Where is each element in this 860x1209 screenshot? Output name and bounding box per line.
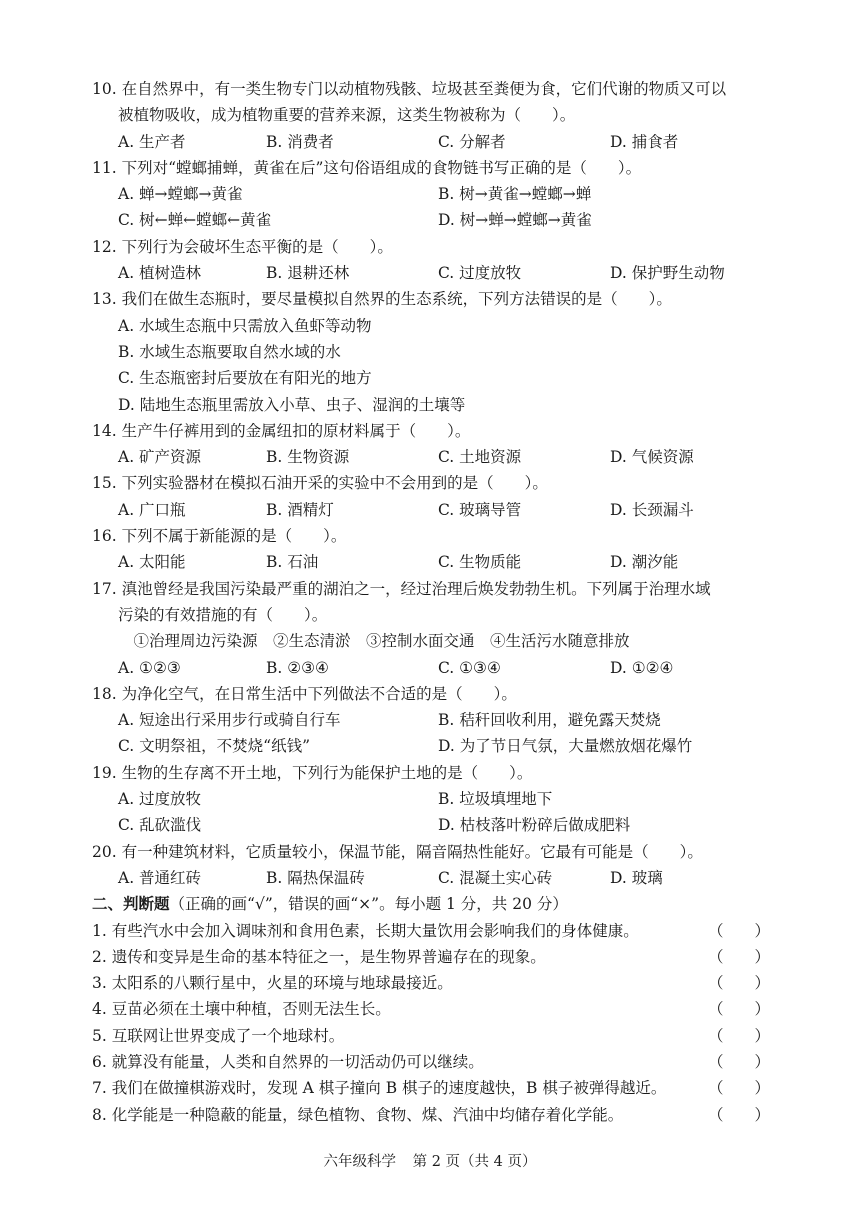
options-row	[92, 812, 772, 838]
question-block	[92, 681, 772, 760]
option: B. 酒精灯	[266, 500, 334, 519]
exam-page	[92, 76, 772, 1128]
answer-blank[interactable]: （ ）	[707, 1052, 770, 1071]
options-row	[92, 444, 772, 470]
question-stem: 12. 下列行为会破坏生态平衡的是（ ）。	[92, 237, 393, 256]
judgement-item	[92, 996, 772, 1022]
judgement-text: 4. 豆苗必须在土壤中种植，否则无法生长。	[92, 1000, 391, 1019]
question-block	[92, 155, 772, 234]
option: D. ①②④	[610, 658, 674, 677]
footer-page-number: 第 2 页（共 4 页）	[412, 1154, 537, 1170]
option: B. 隔热保温砖	[266, 868, 365, 887]
judgement-item	[92, 970, 772, 996]
judgement-item	[92, 1102, 772, 1128]
option: C. 分解者	[438, 132, 506, 151]
option: C. 玻璃导管	[438, 500, 522, 519]
answer-blank[interactable]: （ ）	[707, 1105, 770, 1124]
option: A. 普通红砖	[118, 868, 202, 887]
option: A. 矿产资源	[118, 448, 202, 467]
judgement-item	[92, 918, 772, 944]
question-stem: 污染的有效措施的有（ ）。	[118, 605, 328, 624]
option: D. 捕食者	[610, 132, 679, 151]
options-row	[92, 655, 772, 681]
question-stem: 17. 滇池曾经是我国污染最严重的湖泊之一，经过治理后焕发勃勃生机。下列属于治理水域	[92, 579, 711, 598]
question-stem: 20. 有一种建筑材料，它质量较小，保温节能，隔音隔热性能好。它最有可能是（ ）。	[92, 842, 703, 861]
question-block	[92, 470, 772, 523]
option: A. 植树造林	[118, 264, 202, 283]
option: C. 树←蝉←螳螂←黄雀	[118, 211, 272, 230]
footer-subject: 六年级科学	[323, 1154, 396, 1170]
section-title: 二、判断题	[92, 894, 170, 914]
options-row	[92, 707, 772, 733]
answer-blank[interactable]: （ ）	[707, 921, 770, 940]
judgement-item	[92, 944, 772, 970]
question-stem: 14. 生产牛仔裤用到的金属纽扣的原材料属于（ ）。	[92, 421, 471, 440]
question-stem: 被植物吸收，成为植物重要的营养来源，这类生物被称为（ ）。	[118, 106, 576, 125]
judgement-item	[92, 1023, 772, 1049]
option: C. 文明祭祖，不焚烧“纸钱”	[118, 737, 311, 756]
option: B. 退耕还林	[266, 264, 350, 283]
answer-blank[interactable]: （ ）	[707, 947, 770, 966]
question-stem: 19. 生物的生存离不开土地，下列行为能保护土地的是（ ）。	[92, 763, 533, 782]
option: C. 过度放牧	[438, 264, 522, 283]
question-block	[92, 234, 772, 287]
judgement-text: 7. 我们在做撞棋游戏时，发现 A 棋子撞向 B 棋子的速度越快，B 棋子被弹得越近。	[92, 1079, 667, 1098]
options-row	[92, 260, 772, 286]
option: D. 陆地生态瓶里需放入小草、虫子、湿润的土壤等	[118, 395, 466, 414]
options-row	[92, 733, 772, 759]
question-stem: ①治理周边污染源 ②生态清淤 ③控制水面交通 ④生活污水随意排放	[118, 632, 630, 651]
option: A. 过度放牧	[118, 790, 202, 809]
options-row	[92, 497, 772, 523]
options-row	[92, 181, 772, 207]
question-block	[92, 418, 772, 471]
option: C. ①③④	[438, 658, 501, 677]
answer-blank[interactable]: （ ）	[707, 1079, 770, 1098]
option: B. 石油	[266, 553, 319, 572]
question-block	[92, 839, 772, 892]
answer-blank[interactable]: （ ）	[707, 1000, 770, 1019]
section-heading	[92, 891, 772, 917]
section-note: （正确的画“√”，错误的画“×”。每小题 1 分，共 20 分）	[169, 895, 568, 914]
option: A. 广口瓶	[118, 500, 186, 519]
question-block	[92, 760, 772, 839]
option: B. 水域生态瓶要取自然水域的水	[118, 342, 341, 361]
option: A. 太阳能	[118, 553, 186, 572]
question-block	[92, 76, 772, 155]
options-row	[92, 549, 772, 575]
options-row	[92, 786, 772, 812]
option: A. ①②③	[118, 658, 181, 677]
option: C. 乱砍滥伐	[118, 816, 202, 835]
judgement-text: 5. 互联网让世界变成了一个地球村。	[92, 1026, 345, 1045]
question-stem: 13. 我们在做生态瓶时，要尽量模拟自然界的生态系统，下列方法错误的是（ ）。	[92, 290, 672, 309]
option: C. 土地资源	[438, 448, 522, 467]
option: D. 气候资源	[610, 448, 694, 467]
option: A. 生产者	[118, 132, 186, 151]
judgement-item	[92, 1075, 772, 1101]
option: C. 生物质能	[438, 553, 522, 572]
page-footer	[0, 1150, 860, 1171]
option: C. 生态瓶密封后要放在有阳光的地方	[118, 369, 372, 388]
options-row	[92, 865, 772, 891]
option: A. 蝉→螳螂→黄雀	[118, 185, 243, 204]
option: B. 垃圾填埋地下	[438, 790, 553, 809]
judgement-item	[92, 1049, 772, 1075]
judgement-text: 8. 化学能是一种隐蔽的能量，绿色植物、食物、煤、汽油中均储存着化学能。	[92, 1105, 624, 1124]
option: D. 长颈漏斗	[610, 500, 694, 519]
question-stem: 11. 下列对“螳螂捕蝉，黄雀在后”这句俗语组成的食物链书写正确的是（ ）。	[92, 158, 642, 177]
option: D. 玻璃	[610, 868, 663, 887]
judgement-text: 1. 有些汽水中会加入调味剂和食用色素，长期大量饮用会影响我们的身体健康。	[92, 921, 639, 940]
option: A. 短途出行采用步行或骑自行车	[118, 711, 341, 730]
question-block	[92, 286, 772, 417]
answer-blank[interactable]: （ ）	[707, 1026, 770, 1045]
option: B. 秸秆回收利用，避免露天焚烧	[438, 711, 661, 730]
question-stem: 16. 下列不属于新能源的是（ ）。	[92, 527, 347, 546]
answer-blank[interactable]: （ ）	[707, 974, 770, 993]
question-stem: 10. 在自然界中，有一类生物专门以动植物残骸、垃圾甚至粪便为食，它们代谢的物质又可以	[92, 80, 727, 98]
options-row	[92, 207, 772, 233]
judgement-text: 6. 就算没有能量，人类和自然界的一切活动仍可以继续。	[92, 1052, 484, 1071]
option: A. 水域生态瓶中只需放入鱼虾等动物	[118, 316, 372, 335]
option: D. 为了节日气氛，大量燃放烟花爆竹	[438, 737, 693, 756]
question-stem: 15. 下列实验器材在模拟石油开采的实验中不会用到的是（ ）。	[92, 474, 548, 493]
option: C. 混凝土实心砖	[438, 868, 553, 887]
question-block	[92, 523, 772, 576]
option: B. 树→黄雀→螳螂→蝉	[438, 185, 592, 204]
option: B. ②③④	[266, 658, 329, 677]
option: D. 树→蝉→螳螂→黄雀	[438, 211, 592, 230]
option: B. 消费者	[266, 132, 334, 151]
judgement-text: 3. 太阳系的八颗行星中，火星的环境与地球最接近。	[92, 974, 453, 993]
option: B. 生物资源	[266, 448, 350, 467]
options-row	[92, 129, 772, 155]
option: D. 潮汐能	[610, 553, 679, 572]
option: D. 保护野生动物	[610, 264, 725, 283]
question-stem: 18. 为净化空气，在日常生活中下列做法不合适的是（ ）。	[92, 684, 517, 703]
option: D. 枯枝落叶粉碎后做成肥料	[438, 816, 631, 835]
judgement-text: 2. 遗传和变异是生命的基本特征之一，是生物界普遍存在的现象。	[92, 947, 546, 966]
question-block	[92, 576, 772, 681]
